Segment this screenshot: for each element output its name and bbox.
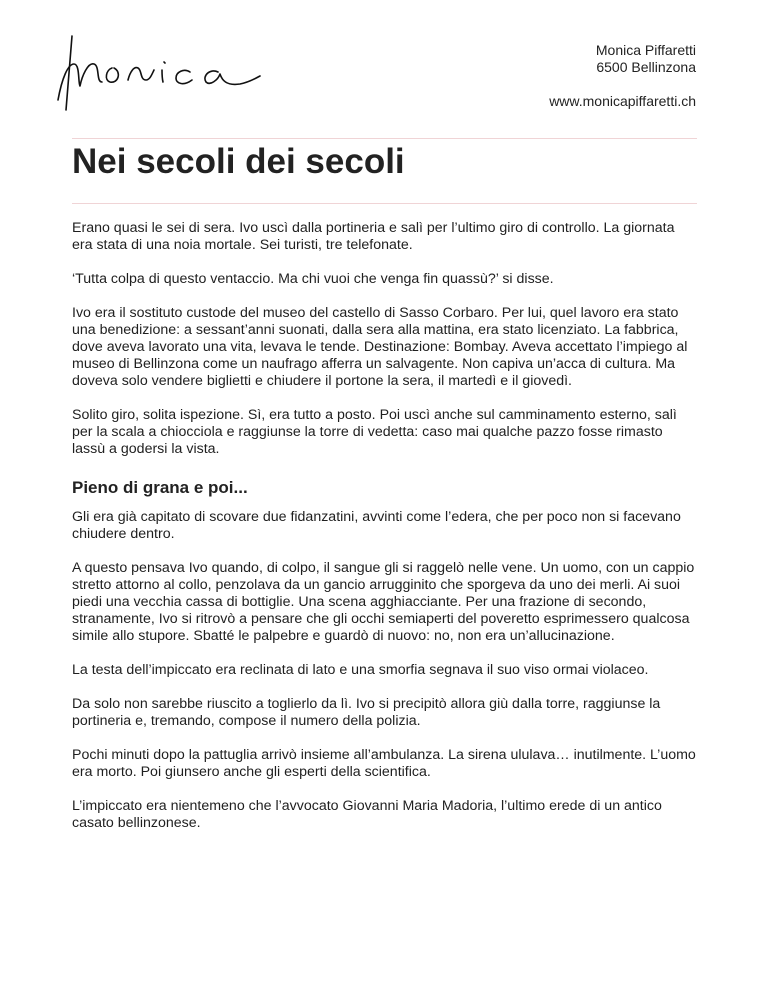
sender-address bbox=[549, 42, 696, 110]
paragraph: Pochi minuti dopo la pattuglia arrivò insieme all’ambulanza. La sirena ululava… inutilmente. L’uomo era morto. Poi giunsero anche gli esperti della scientifica. bbox=[72, 747, 696, 780]
sender-city: 6500 Bellinzona bbox=[596, 59, 696, 75]
sender-name: Monica Piffaretti bbox=[595, 42, 696, 58]
page-title: Nei secoli dei secoli bbox=[72, 142, 405, 181]
paragraph: La testa dell’impiccato era reclinata di lato e una smorfia segnava il suo viso ormai violaceo. bbox=[72, 662, 649, 678]
title-divider bbox=[72, 203, 697, 204]
paragraph: Solito giro, solita ispezione. Sì, era tutto a posto. Poi uscì anche sul camminamento esterno, salì per la scala a chiocciola e raggiunse la torre di vedetta: caso mai qualche pazzo fosse rimasto lassù a godersi la vista. bbox=[72, 407, 677, 457]
paragraph: A questo pensava Ivo quando, di colpo, il sangue gli si raggelò nelle vene. Un uomo, con un cappio stretto attorno al collo, penzolava da un gancio arrugginito che sporgeva da uno dei merli. Ai suoi piedi una vecchia cassa di bottiglie. Una scena agghiacciante. Per una frazione di secondo, stranamente, Ivo si ritrovò a pensare che gli occhi semiaperti del poveretto esprimessero qualcosa simile allo stupore. Sbatté le palpebre e guardò di nuovo: no, non era un’allucinazione. bbox=[72, 560, 695, 644]
monica-signature-logo bbox=[50, 28, 272, 118]
section-heading: Pieno di grana e poi... bbox=[72, 478, 248, 497]
article-body bbox=[72, 220, 697, 849]
paragraph: Ivo era il sostituto custode del museo del castello di Sasso Corbaro. Per lui, quel lavoro era stato una benedizione: a sessant’anni suonati, dalla sera alla mattina, era stato licenziato. La fabbrica, dove aveva lavorato una vita, levava le tende. Destinazione: Bombay. Aveva accettato l’impiego al museo di Bellinzona come un naufrago afferra un salvagente. Non capiva un’acca di cultura. Ma doveva solo vendere biglietti e chiudere il portone la sera, il martedì e il giovedì. bbox=[72, 305, 688, 389]
top-divider bbox=[72, 138, 697, 139]
paragraph: Erano quasi le sei di sera. Ivo uscì dalla portineria e salì per l’ultimo giro di controllo. La giornata era stata di una noia mortale. Sei turisti, tre telefonate. bbox=[72, 220, 675, 253]
paragraph: L’impiccato era nientemeno che l’avvocato Giovanni Maria Madoria, l’ultimo erede di un antico casato bellinzonese. bbox=[72, 798, 662, 831]
paragraph: ‘Tutta colpa di questo ventaccio. Ma chi vuoi che venga fin quassù?’ si disse. bbox=[72, 271, 554, 287]
paragraph: Gli era già capitato di scovare due fidanzatini, avvinti come l’edera, che per poco non si facevano chiudere dentro. bbox=[72, 509, 681, 542]
paragraph: Da solo non sarebbe riuscito a toglierlo da lì. Ivo si precipitò allora giù dalla torre, raggiunse la portineria e, tremando, compose il numero della polizia. bbox=[72, 696, 661, 729]
website-link[interactable]: www.monicapiffaretti.ch bbox=[549, 93, 696, 109]
